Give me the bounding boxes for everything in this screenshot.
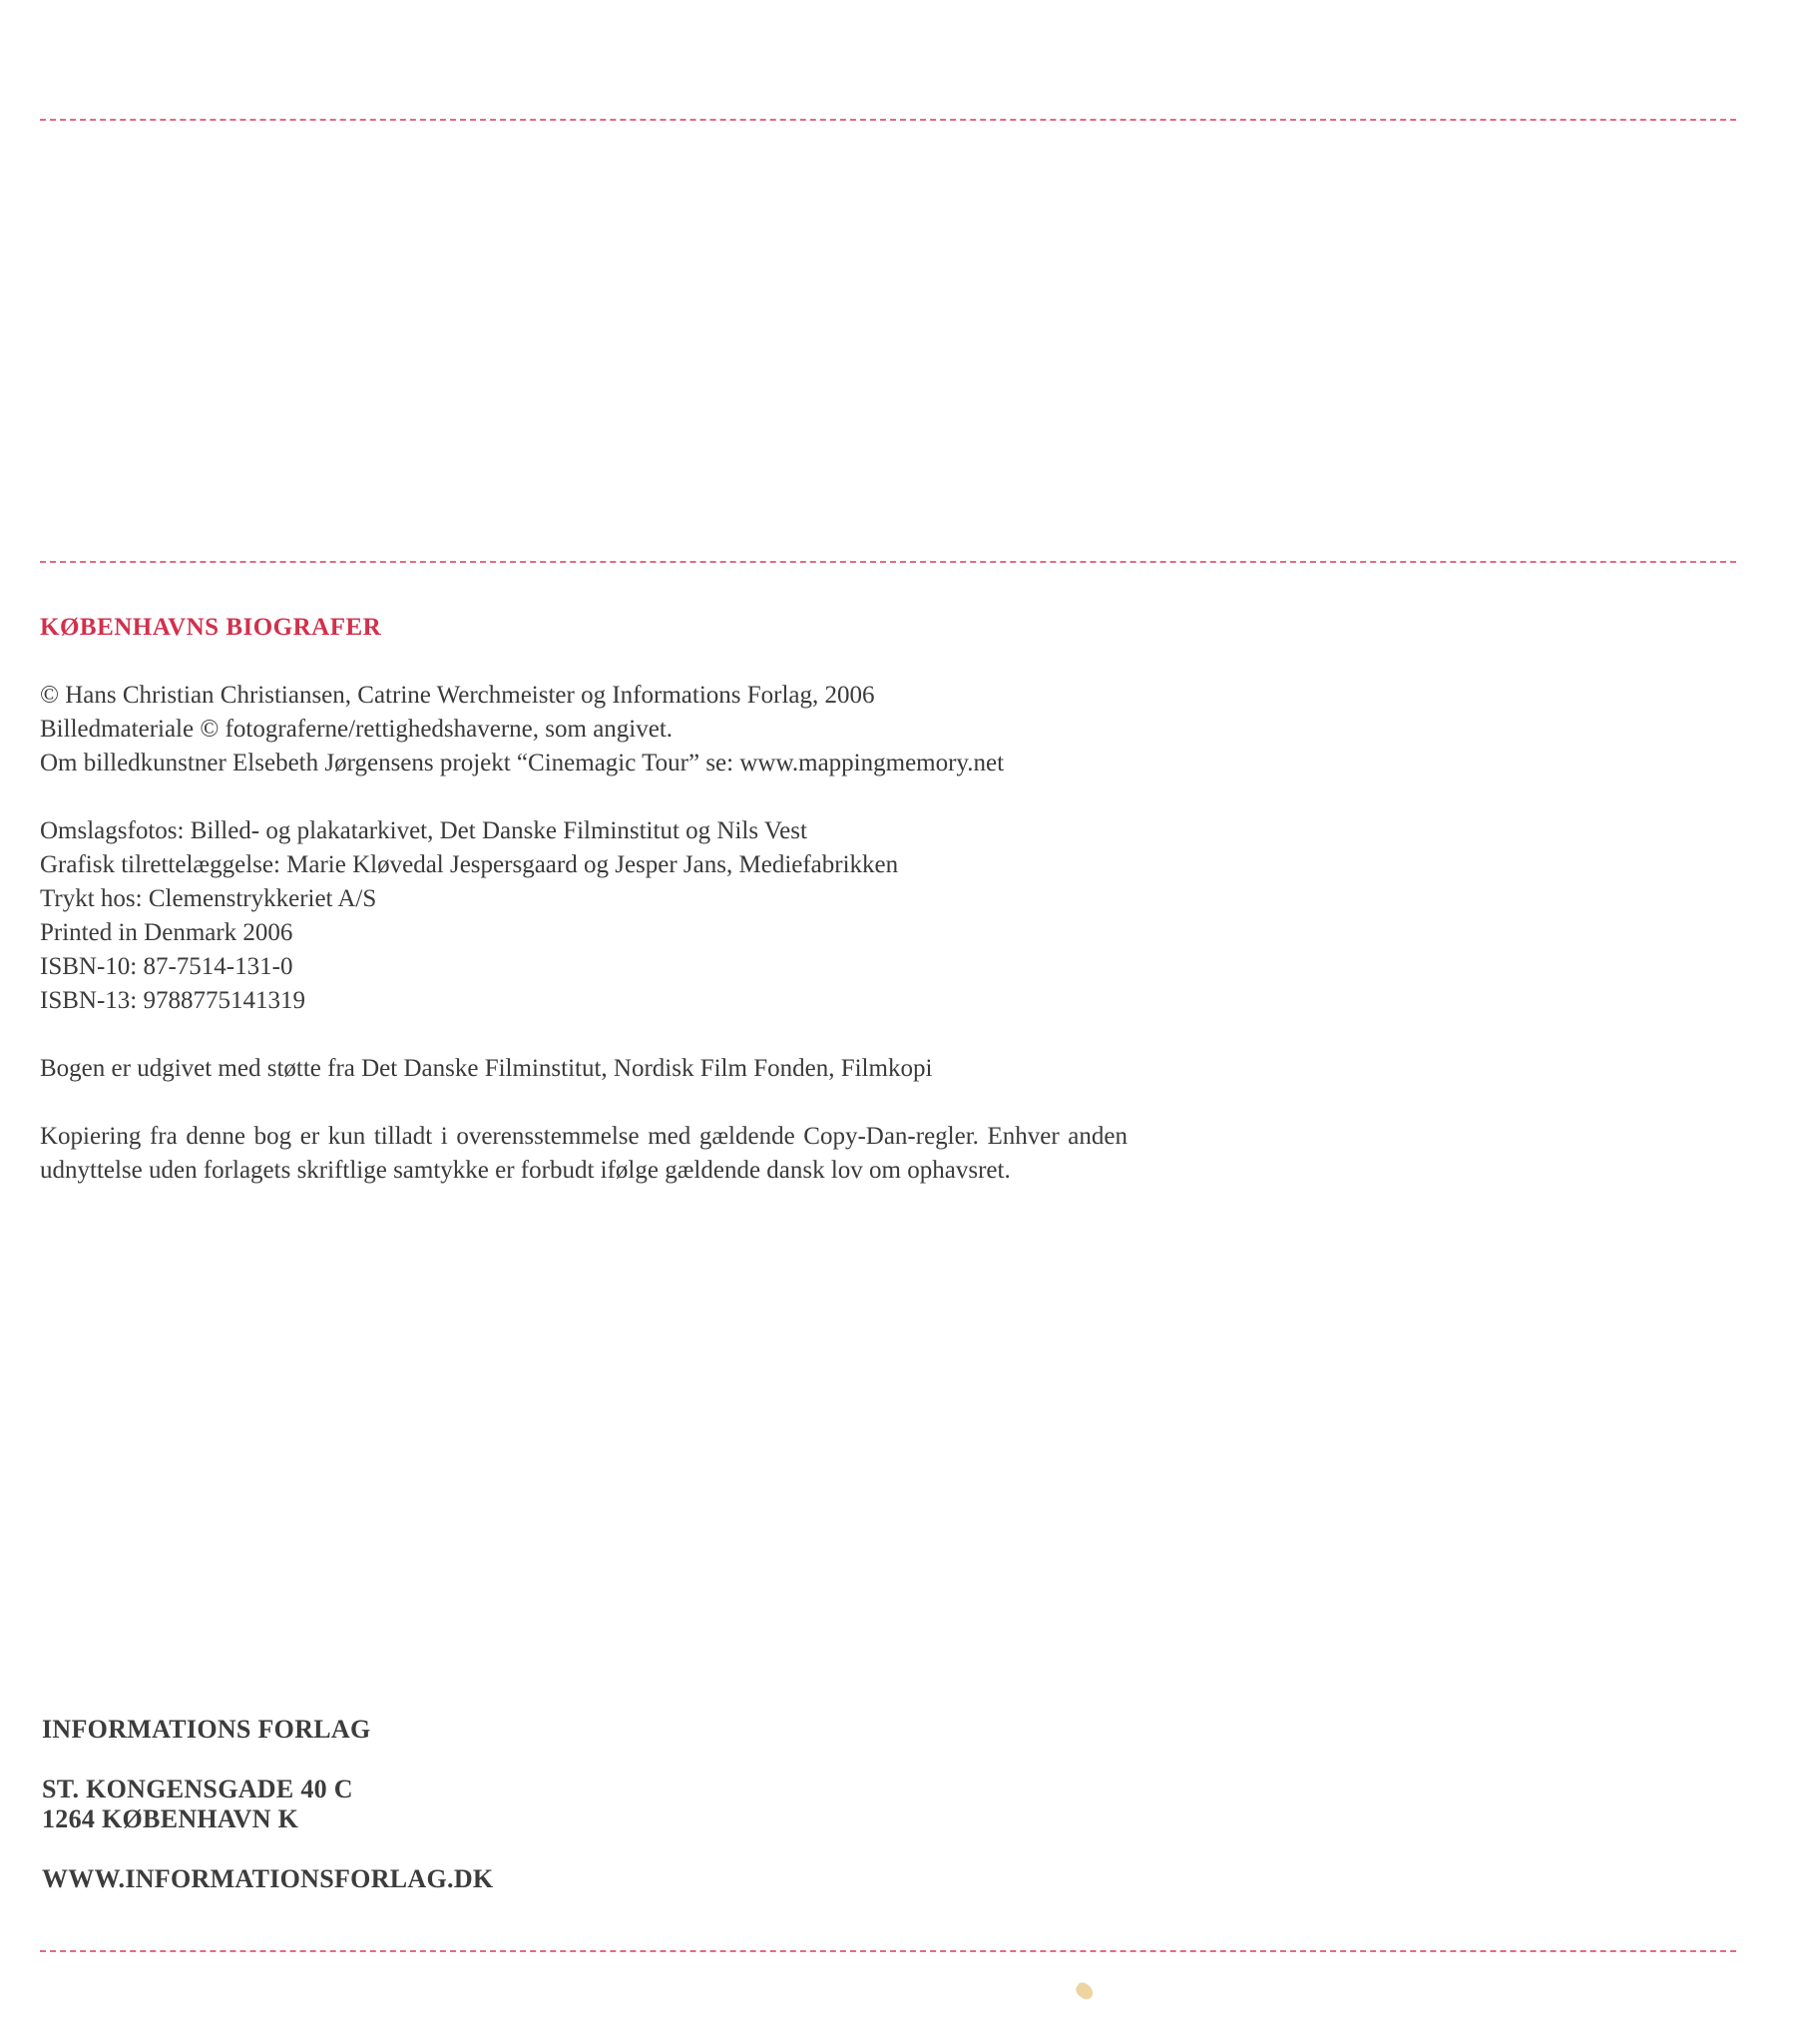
copyright-block (40, 679, 1128, 780)
top-dashed-rule (40, 119, 1736, 121)
book-title: KØBENHAVNS BIOGRAFER (40, 614, 382, 641)
image-rights-line: Billedmateriale © fotograferne/rettighedshaverne, som angivet. (40, 716, 674, 743)
cover-photos-line: Omslagsfotos: Billed- og plakatarkivet, Det Danske Filminstitut og Nils Vest (40, 817, 807, 844)
publisher-city: 1264 KØBENHAVN K (42, 1804, 299, 1833)
publisher-name: INFORMATIONS FORLAG (42, 1715, 371, 1744)
credits-block (40, 814, 1128, 1018)
project-reference-line: Om billedkunstner Elsebeth Jørgensens projekt “Cinemagic Tour” se: www.mappingmemory.net (40, 750, 1005, 776)
middle-dashed-rule (40, 561, 1736, 563)
isbn-13-line: ISBN-13: 9788775141319 (40, 987, 305, 1014)
copyright-line: © Hans Christian Christiansen, Catrine Werchmeister og Informations Forlag, 2006 (40, 682, 875, 709)
publisher-street: ST. KONGENSGADE 40 C (42, 1775, 353, 1803)
publisher-info (42, 1715, 493, 1924)
copying-notice: Kopiering fra denne bog er kun tilladt i overensstemmelse med gældende Copy-Dan-regler. Enhver anden udnyttelse uden forlagets skriftlige samtykke er forbudt ifølge gældende dansk lov om ophavsret. (40, 1123, 1128, 1184)
support-block (40, 1052, 1128, 1086)
isbn-10-line: ISBN-10: 87-7514-131-0 (40, 953, 293, 980)
paper-smudge (1074, 1980, 1097, 2002)
colophon (40, 611, 1128, 1222)
support-line: Bogen er udgivet med støtte fra Det Danske Filminstitut, Nordisk Film Fonden, Filmkopi (40, 1055, 933, 1082)
printer-line: Trykt hos: Clemenstrykkeriet A/S (40, 885, 377, 912)
graphic-design-line: Grafisk tilrettelæggelse: Marie Kløvedal Jespersgaard og Jesper Jans, Mediefabrikken (40, 851, 899, 878)
printed-in-line: Printed in Denmark 2006 (40, 919, 293, 946)
bottom-dashed-rule (40, 1950, 1736, 1952)
publisher-website: WWW.INFORMATIONSFORLAG.DK (42, 1864, 494, 1893)
